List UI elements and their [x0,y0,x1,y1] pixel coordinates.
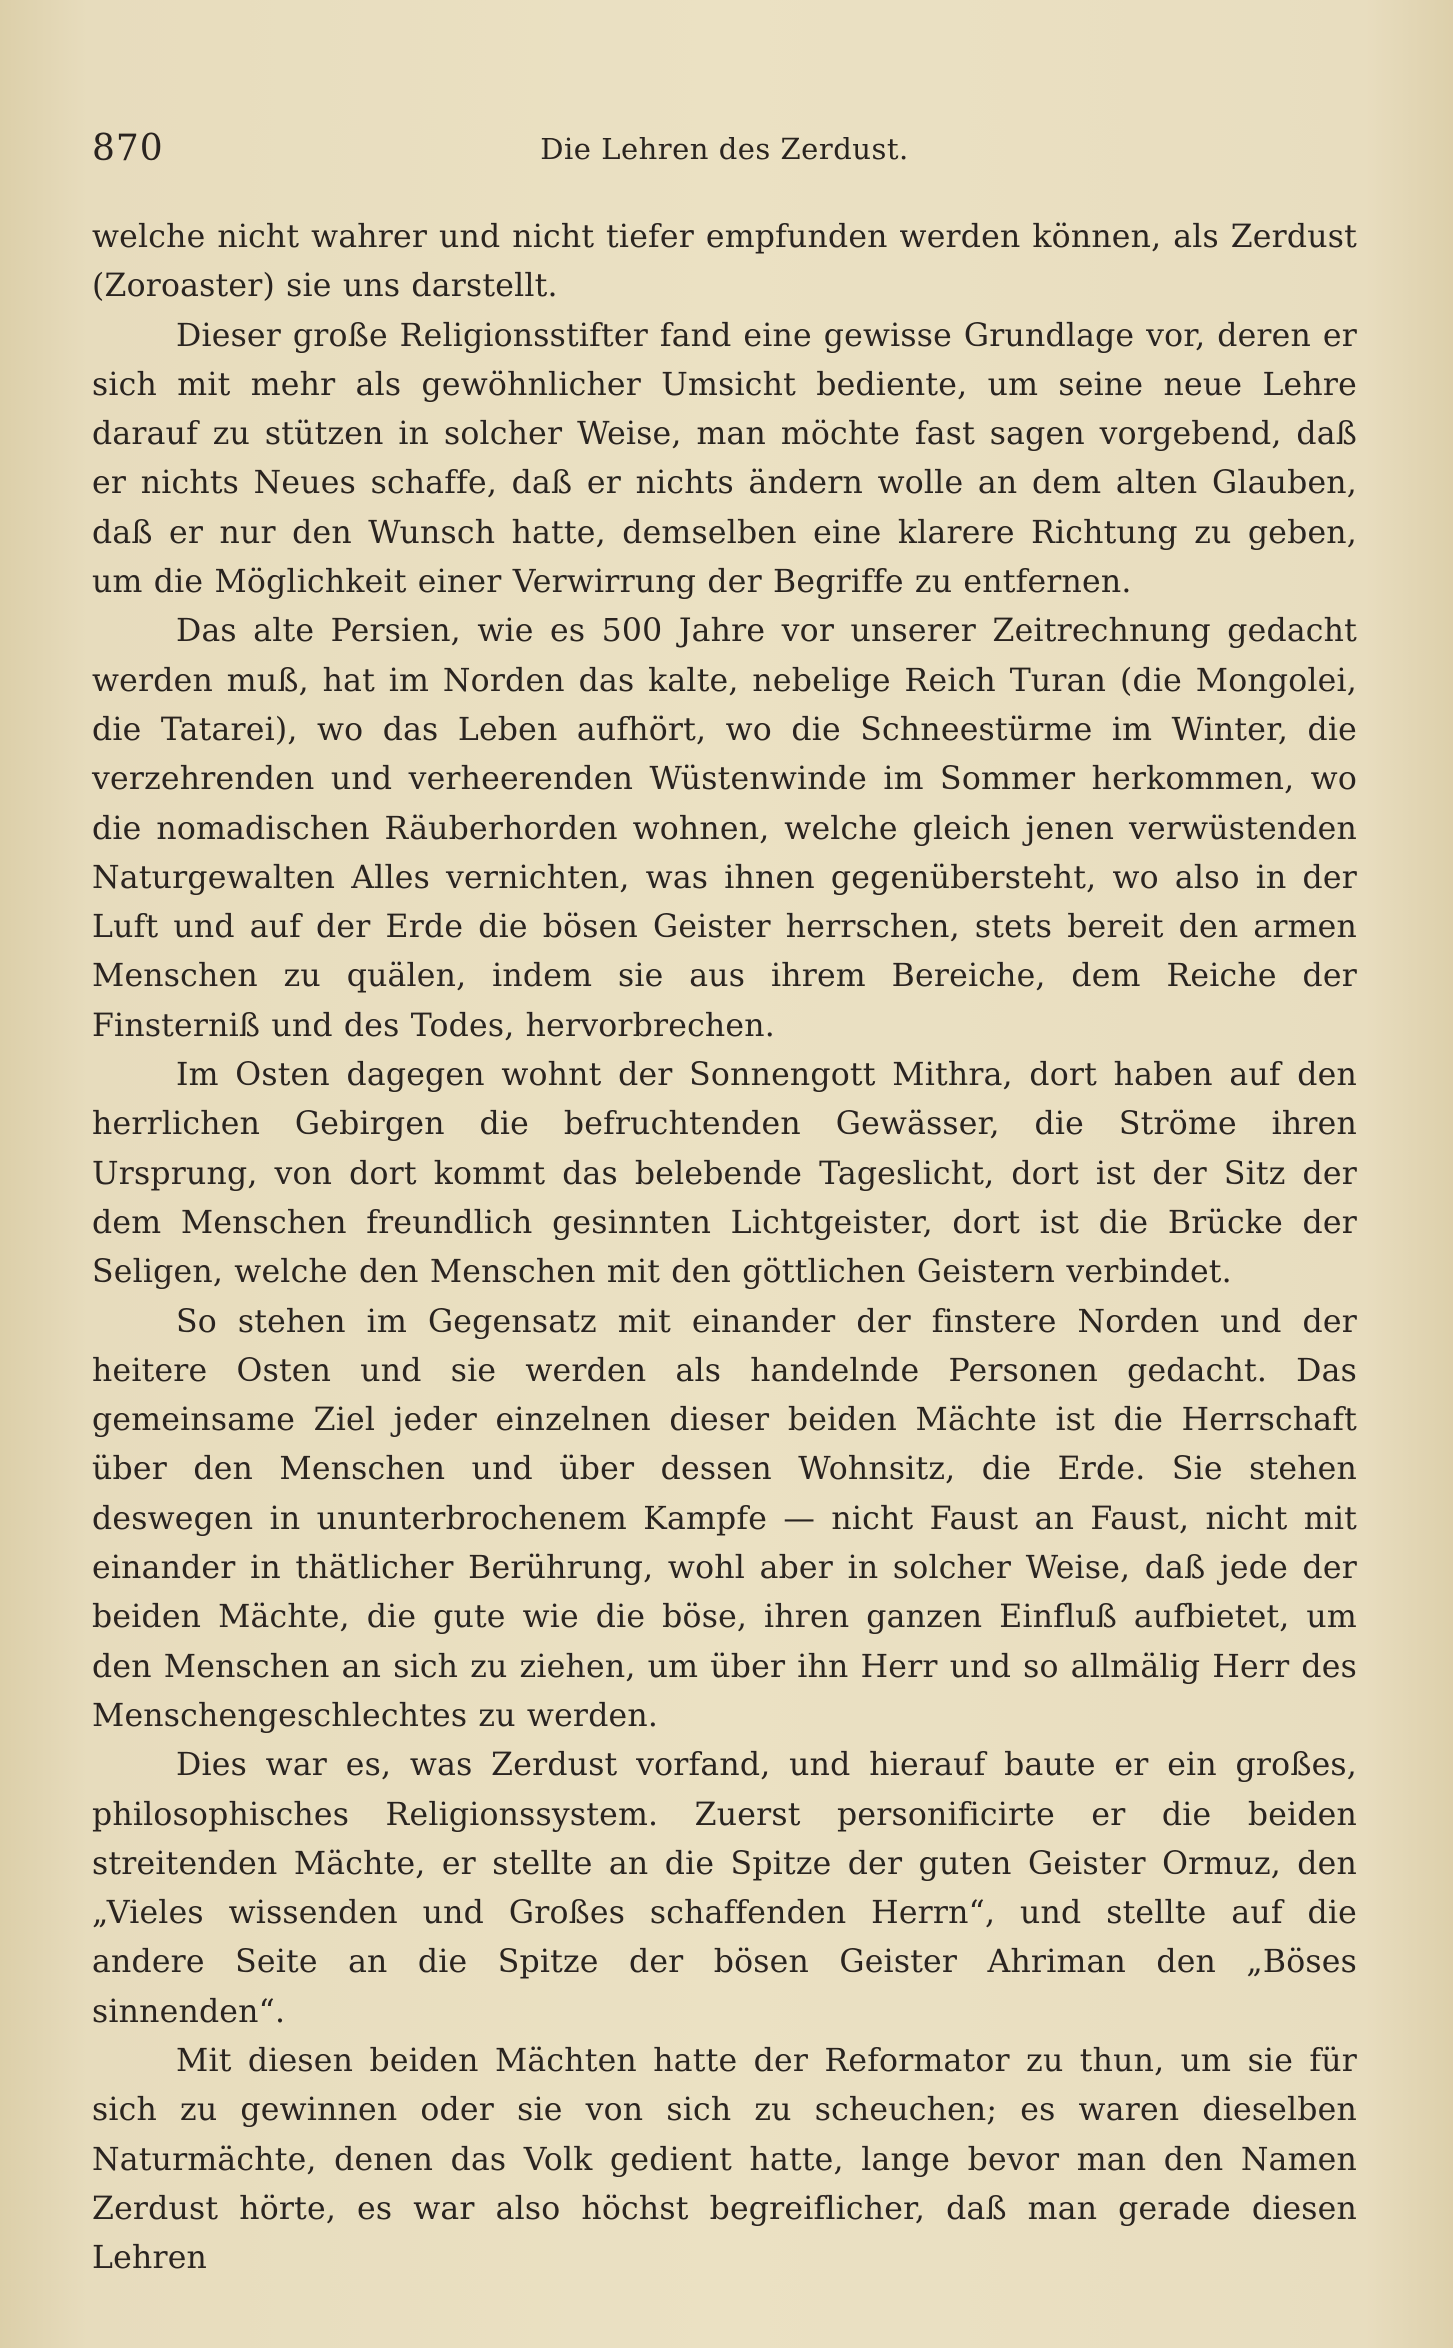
page-header [92,128,1357,188]
paragraph: Das alte Persien, wie es 500 Jahre vor unserer Zeitrechnung gedacht werden muß, hat im Norden das kalte, nebelige Reich Turan (die Mongolei, die Tatarei), wo das Leben aufhört, wo die Schneestürme im Winter, die verzehrenden und verheerenden Wüstenwinde im Sommer herkommen, wo die nomadischen Räuberhorden wohnen, welche gleich jenen verwüstenden Naturgewalten Alles vernichten, was ihnen gegenübersteht, wo also in der Luft und auf der Erde die bösen Geister herrschen, stets bereit den armen Menschen zu quälen, indem sie aus ihrem Bereiche, dem Reiche der Finsterniß und des Todes, hervorbrechen. [92,613,1357,1044]
paragraph: Mit diesen beiden Mächten hatte der Reformator zu thun, um sie für sich zu gewinnen oder sie von sich zu scheuchen; es waren dieselben Naturmächte, denen das Volk gedient hatte, lange bevor man den Namen Zerdust hörte, es war also höchst begreiflicher, daß man gerade diesen Lehren [92,2042,1357,2277]
running-title: Die Lehren des Zerdust. [540,132,909,166]
paragraph: Dies war es, was Zerdust vorfand, und hierauf baute er ein großes, philosophisches Religionssystem. Zuerst personificirte er die beiden streitenden Mächte, er stellte an die Spitze der guten Geister Ormuz, den „Vieles wissenden und Großes schaffenden Herrn“, und stellte auf die andere Seite an die Spitze der bösen Geister Ahriman den „Böses sinnenden“. [92,1747,1357,2030]
body-text [92,213,1357,2283]
paragraph-continued: welche nicht wahrer und nicht tiefer empfunden werden können, als Zerdust (Zoroaster) sie uns darstellt. [92,219,1357,305]
paragraph: Dieser große Religionsstifter fand eine gewisse Grundlage vor, deren er sich mit mehr als gewöhnlicher Umsicht bediente, um seine neue Lehre darauf zu stützen in solcher Weise, man möchte fast sagen vorgebend, daß er nichts Neues schaffe, daß er nichts ändern wolle an dem alten Glauben, daß er nur den Wunsch hatte, demselben eine klarere Richtung zu geben, um die Möglichkeit einer Verwirrung der Begriffe zu entfernen. [92,317,1357,601]
paragraph: Im Osten dagegen wohnt der Sonnengott Mithra, dort haben auf den herrlichen Gebirgen die befruchtenden Gewässer, die Ströme ihren Ursprung, von dort kommt das belebende Tageslicht, dort ist der Sitz der dem Menschen freundlich gesinnten Lichtgeister, dort ist die Brücke der Seligen, welche den Menschen mit den göttlichen Geistern verbindet. [92,1057,1357,1291]
page-number: 870 [92,128,164,169]
paragraph: So stehen im Gegensatz mit einander der finstere Norden und der heitere Osten und sie werden als handelnde Personen gedacht. Das gemeinsame Ziel jeder einzelnen dieser beiden Mächte ist die Herrschaft über den Menschen und über dessen Wohnsitz, die Erde. Sie stehen deswegen in ununterbrochenem Kampfe — nicht Faust an Faust, nicht mit einander in thätlicher Berührung, wohl aber in solcher Weise, daß jede der beiden Mächte, die gute wie die böse, ihren ganzen Einfluß aufbietet, um den Menschen an sich zu ziehen, um über ihn Herr und so allmälig Herr des Menschengeschlechtes zu werden. [92,1303,1357,1734]
